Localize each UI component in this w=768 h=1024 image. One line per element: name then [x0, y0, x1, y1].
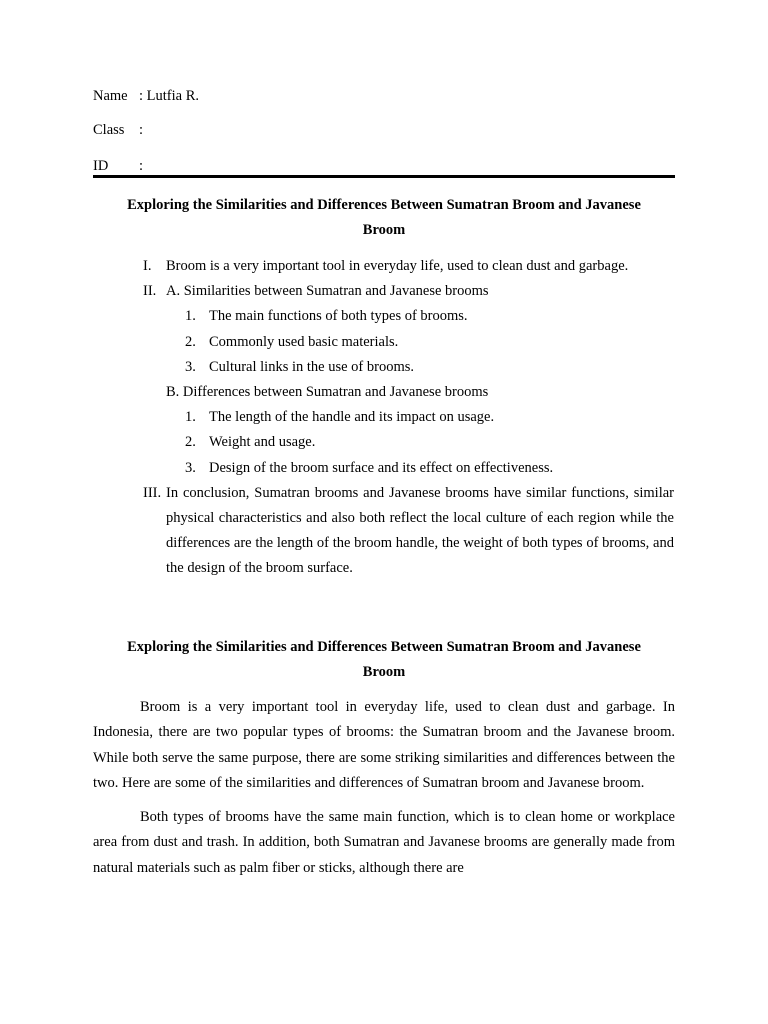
outline-item-1	[93, 254, 675, 279]
roman-numeral: I.	[143, 258, 152, 274]
name-label: Name	[93, 88, 128, 104]
section-b-heading: B. Differences between Sumatran and Javanese brooms	[166, 383, 489, 400]
class-label: Class	[93, 122, 125, 138]
class-value: :	[139, 122, 144, 138]
essay-paragraph-1: Broom is a very important tool in everyday life, used to clean dust and garbage. In Indonesia, there are two popular types of brooms: the Sumatran broom and the Javanese broom. While both serve the same purpose, there are some striking similarities and differences between the two. Here are some of the similarities and differences of Sumatran broom and Javanese broom.	[93, 699, 675, 791]
list-number: 2.	[185, 434, 196, 451]
id-value: :	[139, 158, 144, 174]
essay-title	[93, 635, 675, 685]
id-field	[93, 156, 143, 176]
list-number: 2.	[185, 333, 196, 350]
outline-item-2	[93, 279, 675, 304]
list-item	[93, 405, 675, 430]
essay-title-line1: Exploring the Similarities and Differences Between Sumatran Broom and Javanese	[127, 639, 641, 655]
header-divider	[93, 175, 675, 178]
outline-title-line2: Broom	[362, 222, 406, 238]
outline-item-3	[93, 481, 675, 582]
list-number: 3.	[185, 358, 196, 375]
class-field	[93, 120, 143, 140]
section-b-row	[93, 380, 675, 405]
list-item-text: The main functions of both types of brooms.	[209, 308, 468, 325]
list-item-text: Commonly used basic materials.	[209, 333, 399, 350]
name-value: : Lutfia R.	[139, 88, 200, 104]
list-number: 1.	[185, 308, 196, 325]
conclusion-text: In conclusion, Sumatran brooms and Javanese brooms have similar functions, similar physical characteristics and also both reflect the local culture of each region while the differences are the length of the broom handle, the weight of both types of brooms, and the design of the broom surface.	[166, 484, 674, 577]
list-item-text: Weight and usage.	[209, 434, 316, 451]
roman-numeral: III.	[143, 484, 162, 501]
list-item-text: The length of the handle and its impact on usage.	[209, 409, 495, 426]
list-item-text: Cultural links in the use of brooms.	[209, 358, 414, 375]
essay-paragraph-2: Both types of brooms have the same main function, which is to clean home or workplace area from dust and trash. In addition, both Sumatran and Javanese brooms are generally made from natural materials such as palm fiber or sticks, although there are	[93, 809, 675, 876]
outline-title	[93, 193, 675, 243]
essay-title-line2: Broom	[362, 664, 406, 680]
id-label: ID	[93, 158, 109, 174]
list-item	[93, 330, 675, 355]
roman-numeral: II.	[143, 283, 157, 300]
outline-title-line1: Exploring the Similarities and Differences Between Sumatran Broom and Javanese	[127, 197, 641, 213]
list-item	[93, 304, 675, 329]
list-number: 1.	[185, 409, 196, 426]
list-item	[93, 456, 675, 481]
section-a-heading: A. Similarities between Sumatran and Javanese brooms	[166, 283, 489, 300]
outline-list	[93, 254, 675, 582]
name-field	[93, 86, 199, 106]
list-item-text: Design of the broom surface and its effect on effectiveness.	[209, 459, 554, 476]
list-item	[93, 430, 675, 455]
essay-body	[93, 695, 675, 890]
list-number: 3.	[185, 459, 196, 476]
outline-item-text: Broom is a very important tool in everyday life, used to clean dust and garbage.	[166, 258, 629, 274]
list-item	[93, 355, 675, 380]
